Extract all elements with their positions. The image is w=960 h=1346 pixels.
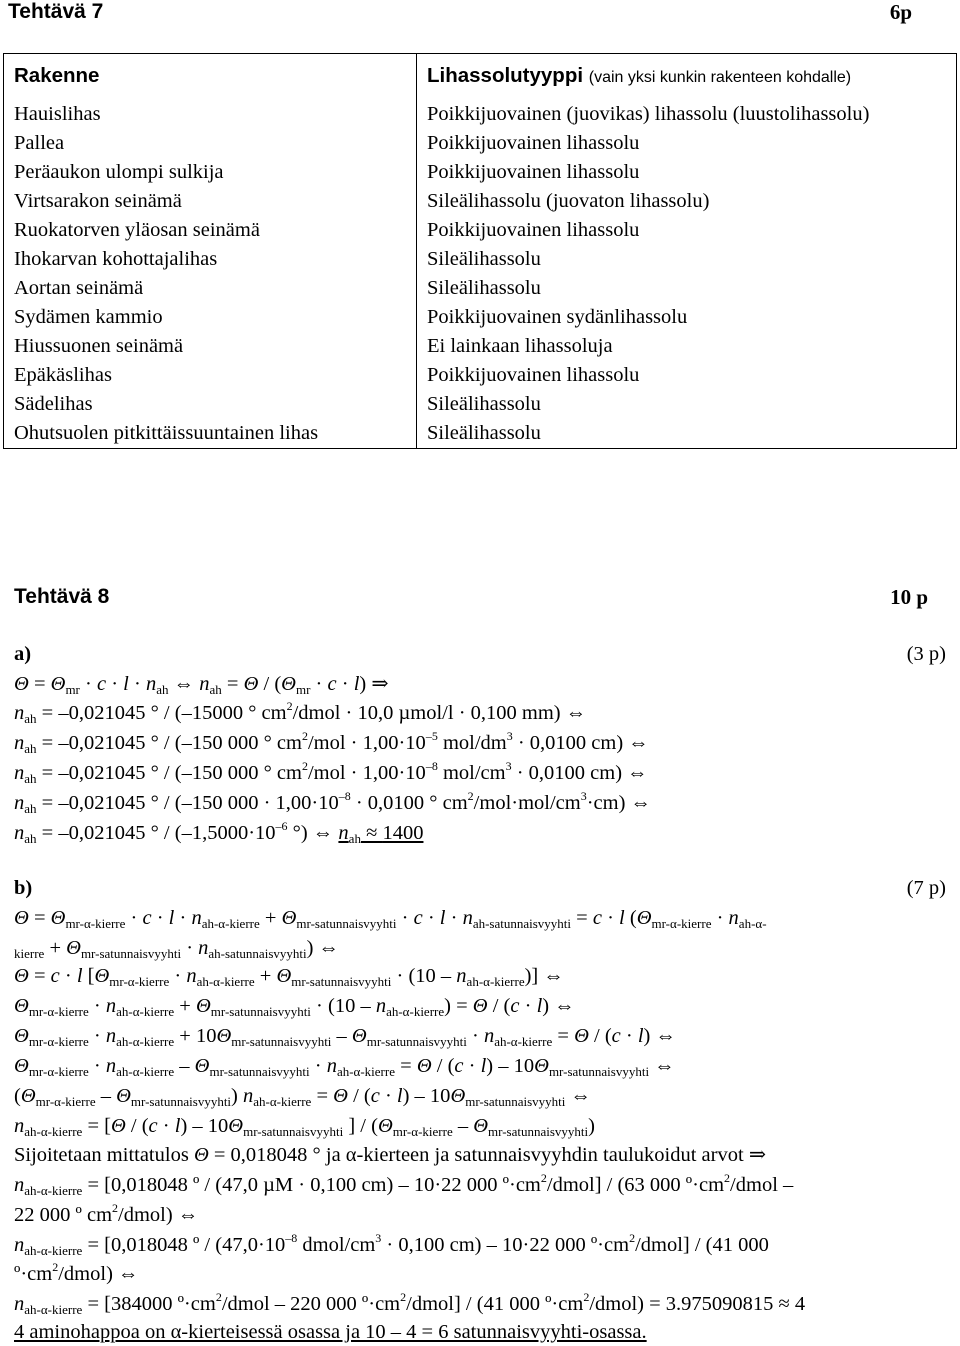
equation-line: $n_{ah} = -0,021045$ ° / (–150 $000 \cdot 1,00\cdot 10^{-8} \cdot 0,0100$ ° $cm^2/mol\cdot mol/cm^3\cdot cm$) ⇔ — [14, 789, 652, 816]
equation-line: $_{kierre} + \Theta_{mr-satunnaisvyyhti} \cdot n_{ah-satunnaisvyyhti}$) ⇔ — [14, 937, 340, 961]
equation-line: $n_{ah} = -0,021045$ ° / ($-1,5000\cdot 10^{-6}$ °) ⇔ $n_{ah} \approx 1400$ — [14, 819, 424, 846]
substitution-line: Sijoitetaan mittatulos Θ = 0,018048 ° ja α-kierteen ja satunnaisvyyhdin taulukoidut arvot ⇒ — [14, 1144, 766, 1166]
table-row: Hiussuonen seinämä — [14, 335, 184, 357]
equation-line: $n_{ah-\alpha-kierre} = [\Theta / (c \cdot l) - 10\Theta_{mr-satunnaisvyyhti}$ ] / $(\Theta_{mr-\alpha-kierre} - \Theta_{mr-satunnaisvyyhti})$ — [14, 1115, 595, 1139]
equation-line: $n_{ah} = -0,021045$ ° / (–150 000 ° $cm^2$/mol · $1,00\cdot 10^{-8}$ mol/$cm^3 \cdot 0,0100$ cm) ⇔ — [14, 759, 648, 786]
table-row: Virtsarakon seinämä — [14, 190, 182, 212]
equation-line: 22 000 º $cm^2/dmol$) ⇔ — [14, 1201, 199, 1226]
equation-line: $n_{ah} = -0,021045$ ° / (–150 000 ° $cm^2$/mol · $1,00\cdot 10^{-5}$ mol/$dm^3 \cdot 0,0100$ cm) ⇔ — [14, 729, 649, 756]
table-cell-type: Poikkijuovainen sydänlihassolu — [427, 306, 688, 328]
table-row: Ihokarvan kohottajalihas — [14, 248, 218, 270]
table-cell-type: Sileälihassolu — [427, 422, 541, 444]
table-row: Sädelihas — [14, 393, 93, 415]
task7-title: Tehtävä 7 — [8, 0, 104, 23]
equation-line: $º\cdot cm^2/dmol$) ⇔ — [14, 1260, 139, 1285]
table-cell-type: Sileälihassolu — [427, 393, 541, 415]
result-a: $n_{ah} \approx 1400$ — [338, 822, 424, 846]
table-cell-type: Ei lainkaan lihassoluja — [427, 335, 613, 357]
equation-line: $\Theta = \Theta_{mr-\alpha-kierre} \cdot c \cdot l \cdot n_{ah-\alpha-kierre} + \Theta_{mr-satunnaisvyyhti} \cdot c \cdot l \cdot n_{ah-satunnaisvyyhti} = c \cdot l$ ($\Theta_{mr-\alpha-kierre} \cdot n_{ah-\alpha-}$ — [14, 907, 767, 931]
structure-column — [4, 54, 417, 449]
equation-line: $(\Theta_{mr-\alpha-kierre} - \Theta_{mr-satunnaisvyyhti}) n_{ah-\alpha-kierre} = \Theta / (c \cdot l) - 10\Theta_{mr-satunnaisvyyhti}$ ⇔ — [14, 1085, 591, 1109]
col-header-type-note: (vain yksi kunkin rakenteen kohdalle) — [588, 69, 852, 86]
equation-line: $\Theta_{mr-\alpha-kierre} \cdot n_{ah-\alpha-kierre} + \Theta_{mr-satunnaisvyyhti} \cdot (10 - n_{ah-\alpha-kierre}) = \Theta / (c \cdot l)$ ⇔ — [14, 995, 575, 1019]
type-column — [417, 54, 957, 449]
table-row: Peräaukon ulompi sulkija — [14, 161, 224, 183]
equation-line: $n_{ah-\alpha-kierre} = [0,018048$ º / ($47,0\cdot 10^{-8}$ dmol/$cm^3 \cdot 0,100$ cm) – 10·22 000 $º\cdot cm^2/dmol] / (41$ 000 — [14, 1231, 769, 1258]
table-row: Pallea — [14, 132, 65, 154]
task8-points: 10 p — [890, 585, 928, 609]
equation-line: $\Theta_{mr-\alpha-kierre} \cdot n_{ah-\alpha-kierre} + 10\Theta_{mr-satunnaisvyyhti} - \Theta_{mr-satunnaisvyyhti} \cdot n_{ah-\alpha-kierre} = \Theta / (c \cdot l)$ ⇔ — [14, 1025, 676, 1049]
equation-line: $\Theta = \Theta_{mr} \cdot c \cdot l \cdot n_{ah}$ ⇔ $n_{ah} = \Theta / (\Theta_{mr} \cdot c \cdot l)$ ⇒ — [14, 673, 389, 697]
col-header-type — [427, 54, 956, 88]
table-row: Ohutsuolen pitkittäissuuntainen lihas — [14, 422, 319, 444]
equation-line: $n_{ah-\alpha-kierre} = [384000$ $º\cdot cm^2$/dmol – 220 000 $º\cdot cm^2/dmol] / (41$ 000 $º\cdot cm^2/dmol) = 3.975090815 \approx 4$ — [14, 1290, 806, 1317]
part-a-points: (3 p) — [906, 643, 946, 665]
table-cell-type: Sileälihassolu — [427, 248, 541, 270]
col-header-type-label: Lihassolutyyppi — [427, 64, 584, 87]
table-cell-type: Sileälihassolu — [427, 277, 541, 299]
table-cell-type: Poikkijuovainen lihassolu — [427, 219, 640, 241]
table-row: Hauislihas — [14, 103, 101, 125]
equation-line: $n_{ah-\alpha-kierre} = [0,018048$ º / (47,0 µM · 0,100 cm) – 10·22 000 $º\cdot cm^2/dmol] / (63$ 000 $º\cdot cm^2$/dmol – — [14, 1171, 794, 1198]
table-row: Aortan seinämä — [14, 277, 144, 299]
part-b-points: (7 p) — [906, 877, 946, 899]
table-cell-type: Poikkijuovainen lihassolu — [427, 132, 640, 154]
col-header-structure: Rakenne — [14, 64, 100, 87]
task7-points: 6p — [889, 0, 912, 24]
table-cell-type: Poikkijuovainen lihassolu — [427, 161, 640, 183]
part-b-label: b) — [14, 877, 33, 899]
table-row: Epäkäslihas — [14, 364, 112, 386]
part-a-label: a) — [14, 643, 32, 665]
structure-table — [3, 53, 957, 449]
conclusion-line: 4 aminohappoa on α-kierteisessä osassa ja 10 – 4 = 6 satunnaisvyyhti-osassa. — [14, 1321, 647, 1343]
equation-line: $n_{ah} = -0,021045$ ° / (–15000 ° $cm^2$/dmol · 10,0 µmol/l · 0,100 mm) ⇔ — [14, 699, 587, 726]
equation-line: Θ = c · l $[\Theta_{mr-\alpha-kierre} \cdot n_{ah-\alpha-kierre} + \Theta_{mr-satunnaisvyyhti} \cdot (10 - n_{ah-\alpha-kierre})]$ ⇔ — [14, 965, 564, 989]
table-row: Ruokatorven yläosan seinämä — [14, 219, 260, 241]
table-cell-type: Poikkijuovainen lihassolu — [427, 364, 640, 386]
equation-line: $\Theta_{mr-\alpha-kierre} \cdot n_{ah-\alpha-kierre} - \Theta_{mr-satunnaisvyyhti} \cdot n_{ah-\alpha-kierre} = \Theta / (c \cdot l) - 10\Theta_{mr-satunnaisvyyhti}$ ⇔ — [14, 1055, 675, 1079]
task8-title: Tehtävä 8 — [14, 585, 110, 608]
table-cell-type: Sileälihassolu (juovaton lihassolu) — [427, 190, 710, 212]
table-cell-type: Poikkijuovainen (juovikas) lihassolu (luustolihassolu) — [427, 103, 870, 125]
table-row: Sydämen kammio — [14, 306, 163, 328]
